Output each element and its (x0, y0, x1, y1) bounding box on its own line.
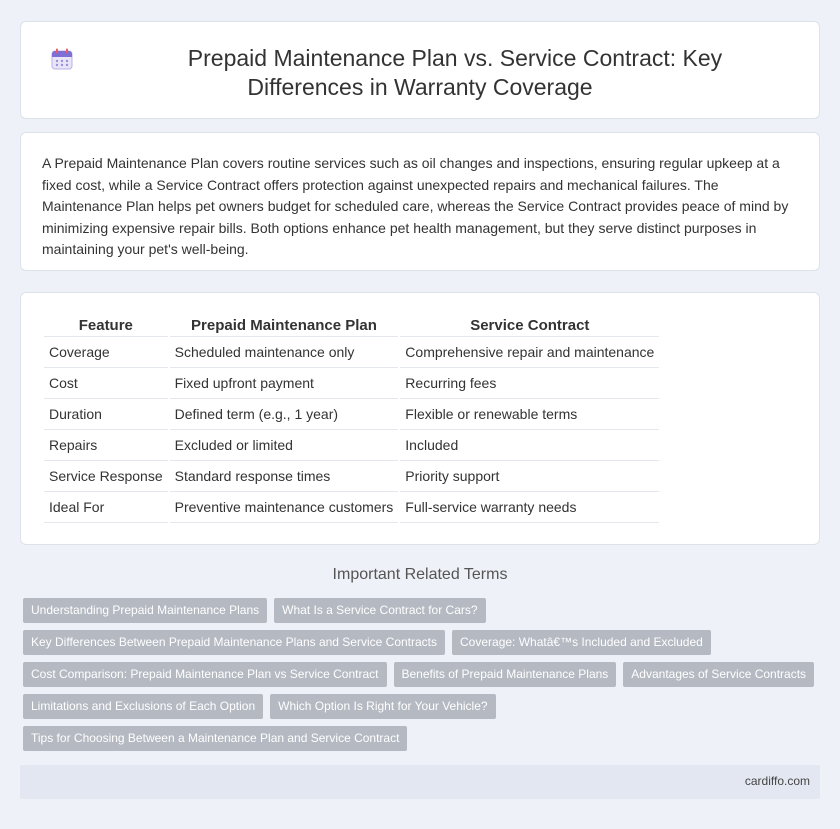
header-card (20, 21, 820, 119)
intro-card (20, 132, 820, 271)
table-row (44, 368, 659, 399)
related-term-link[interactable]: Advantages of Service Contracts (623, 662, 814, 687)
table-cell: Preventive maintenance customers (170, 492, 399, 523)
tag-row (23, 630, 823, 655)
table-cell: Standard response times (170, 461, 399, 492)
footer-site-name: cardiffo.com (744, 774, 810, 788)
table-header: Prepaid Maintenance Plan (170, 315, 399, 337)
table-header: Service Contract (400, 315, 659, 337)
table-cell: Cost (44, 368, 168, 399)
table-cell: Repairs (44, 430, 168, 461)
related-term-link[interactable]: Limitations and Exclusions of Each Option (23, 694, 263, 719)
table-cell: Fixed upfront payment (170, 368, 399, 399)
table-cell: Included (400, 430, 659, 461)
table-row (44, 461, 659, 492)
table-cell: Duration (44, 399, 168, 430)
table-header: Feature (44, 315, 168, 337)
related-terms-list (23, 598, 823, 758)
related-term-link[interactable]: Coverage: Whatâ€™s Included and Excluded (452, 630, 711, 655)
related-term-link[interactable]: Cost Comparison: Prepaid Maintenance Plan vs Service Contract (23, 662, 387, 687)
related-term-link[interactable]: Benefits of Prepaid Maintenance Plans (394, 662, 617, 687)
comparison-table-card (20, 292, 820, 545)
table-cell: Full-service warranty needs (400, 492, 659, 523)
table-row (44, 430, 659, 461)
table-cell: Coverage (44, 337, 168, 368)
related-term-link[interactable]: Understanding Prepaid Maintenance Plans (23, 598, 267, 623)
page-title: Prepaid Maintenance Plan vs. Service Contract: Key Differences in Warranty Coverage (187, 45, 723, 100)
table-cell: Priority support (400, 461, 659, 492)
related-term-link[interactable]: What Is a Service Contract for Cars? (274, 598, 485, 623)
table-cell: Excluded or limited (170, 430, 399, 461)
footer (20, 765, 820, 799)
table-cell: Service Response (44, 461, 168, 492)
table-row (44, 337, 659, 368)
tag-row (23, 694, 823, 719)
related-term-link[interactable]: Which Option Is Right for Your Vehicle? (270, 694, 495, 719)
tag-row (23, 598, 823, 623)
related-term-link[interactable]: Tips for Choosing Between a Maintenance Plan and Service Contract (23, 726, 407, 751)
table-cell: Flexible or renewable terms (400, 399, 659, 430)
related-term-link[interactable]: Key Differences Between Prepaid Maintenance Plans and Service Contracts (23, 630, 445, 655)
intro-paragraph: A Prepaid Maintenance Plan covers routine services such as oil changes and inspections, ensuring regular upkeep at a fixed cost, while a Service Contract offers protection against unexpected repairs and mechanical failures. The Maintenance Plan helps pet owners budget for scheduled care, whereas the Service Contract provides peace of mind by minimizing expensive repair bills. Both options enhance pet health management, but they serve distinct purposes in maintaining your pet's well-being. (42, 155, 789, 257)
table-row (44, 492, 659, 523)
table-cell: Recurring fees (400, 368, 659, 399)
tag-row (23, 726, 823, 751)
table-cell: Scheduled maintenance only (170, 337, 399, 368)
table-cell: Ideal For (44, 492, 168, 523)
table-cell: Defined term (e.g., 1 year) (170, 399, 399, 430)
related-terms-heading: Important Related Terms (332, 566, 508, 583)
table-row (44, 399, 659, 430)
tag-row (23, 662, 823, 687)
table-cell: Comprehensive repair and maintenance (400, 337, 659, 368)
table-header-row (44, 315, 659, 337)
comparison-table (42, 315, 661, 523)
